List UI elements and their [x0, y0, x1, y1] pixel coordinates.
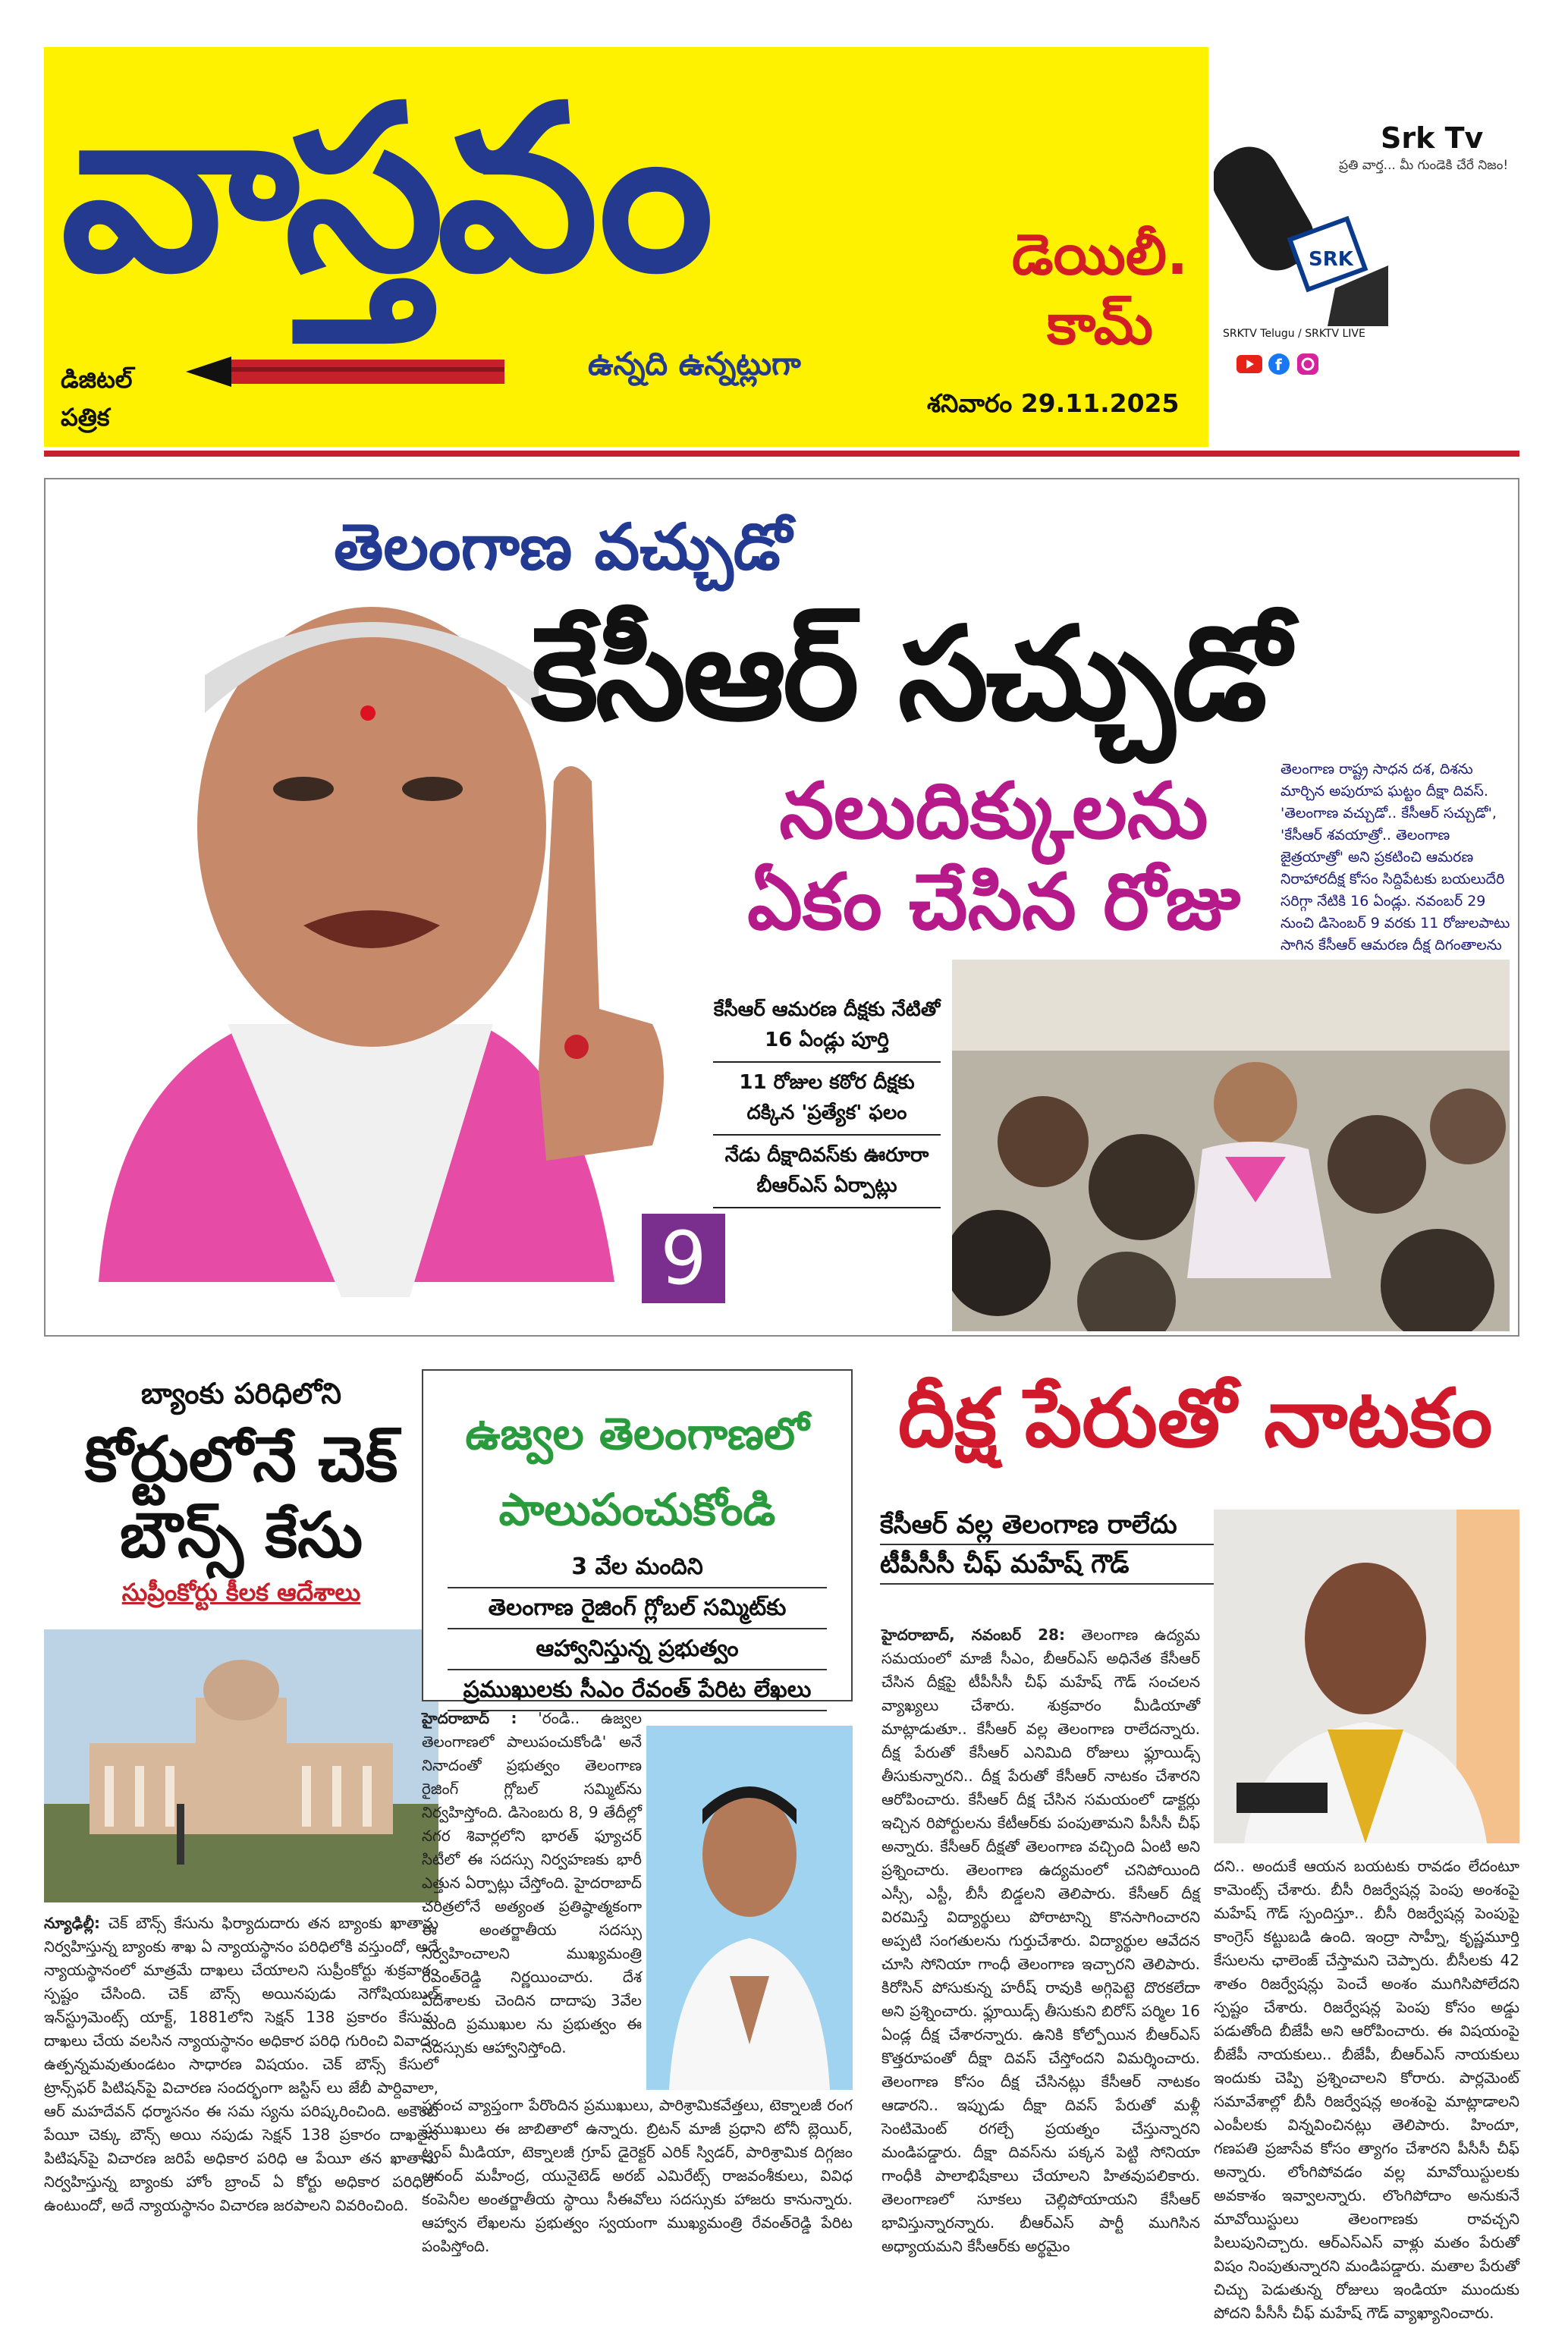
social-icons [1236, 349, 1335, 379]
col3-body-a [881, 1623, 1200, 2258]
col3-subhead-2: టీపీసీసీ చీఫ్ మహేష్ గౌడ్ [880, 1545, 1229, 1585]
col2-body-b: ప్రపంచ వ్యాప్తంగా పేరొందిన ప్రముఖులు, పారిశ్రామికవేత్తలు, టెక్నాలజీ రంగ ప్రముఖులు ఈ జాబితాలో ఉన్నారు. బ్రిటన్ మాజీ ప్రధాని టోనీ బ్లెయిర్, ట్రంప్ మీడియా, టెక్నాలజీ గ్రూప్ డైరెక్టర్ ఎరిక్ స్విడర్, పారిశ్రామిక దిగ్గజం ఆనంద్ మహీంద్ర, యునైటెడ్ అరబ్ ఎమిరేట్స్ రాజవంశీకులు, వివిధ కంపెనీల అంతర్జాతీయ స్థాయి సీఈవోలు సదస్సుకు హాజరు కానున్నారు. ఆహ్వాన లేఖలను ప్రభుత్వం స్వయంగా ముఖ్యమంత్రి రేవంత్‌రెడ్డి పేరిట పంపిస్తోంది. [422, 2096, 853, 2255]
feature-highlights [713, 990, 941, 1208]
col1-subhead: సుప్రీంకోర్టు కీలక ఆదేశాలు [121, 1578, 361, 1607]
col2-headline [425, 1396, 850, 1547]
crowd-photo [952, 960, 1510, 1331]
feature-headline-1: తెలంగాణ వచ్చుడో [334, 510, 792, 584]
srk-handles: SRKTV Telugu / SRKTV LIVE [1223, 328, 1365, 340]
issue-date: శనివారం 29.11.2025 [927, 388, 1180, 418]
col2-headline-a: ఉజ్వల తెలంగాణలో [465, 1408, 809, 1459]
col1-body-text: చెక్ బౌన్స్ కేసును ఫిర్యాదుదారు తన బ్యాంకు ఖాతాను నిర్వహిస్తున్న బ్యాంకు శాఖ ఏ న్యాయస్థానం పరిధిలోకి వస్తుందో, అదే న్యాయస్థానంలో మాత్రమే దాఖలు చేయాలని సుప్రీంకోర్టు శుక్రవారం స్పష్టం చేసింది. చెక్ బౌన్స్ అయినపుడు నెగోషియబుల్ ఇన్‌స్ట్రుమెంట్స్ యాక్ట్, 1881లోని సెక్షన్ 138 ప్రకారం కేసును దాఖలు చేయ వలసిన న్యాయస్థానం అధికార పరిధి గురించి వివాదం ఉత్పన్నమవుతుండటం సాధారణ విషయం. చెక్ బౌన్స్ కేసులో ట్రాన్స్‌ఫర్ పిటిషన్‌పై విచారణ సందర్భంగా జస్టిస్ లు జేబీ పార్దివాలా, ఆర్ మహదేవన్ ధర్మాసనం ఈ సమ స్యను పరిష్కరించింది. అకౌంట్ పేయీ చెక్కు బౌన్స్ అయి నపుడు సెక్షన్ 138 ప్రకారం దాఖలైన పిటిషన్‌పై విచారణ జరిపే అధికార పరిధి ఆ పేయీ తన ఖాతాను నిర్వహిస్తున్న బ్యాంకు హోం బ్రాంచ్ ఏ కోర్టు అధికార పరిధిలో ఉంటుందో, అదే న్యాయస్థానం విచారణ జరపాలని వివరించింది. [44, 1914, 439, 2214]
col2-highlight: 3 వేల మందిని [448, 1547, 827, 1588]
feature-headline-3a: నలుదిక్కులను [779, 766, 1208, 856]
mahesh-goud-photo [1214, 1510, 1519, 1843]
supreme-court-photo [44, 1629, 438, 1902]
col1-headline: కోర్టులోనే చెక్ బౌన్స్ కేసు [84, 1424, 398, 1572]
col2-highlight: తెలంగాణ రైజింగ్ గ్లోబల్ సమ్మిట్‌కు [448, 1588, 827, 1629]
col2-highlight: ప్రముఖులకు సీఎం రేవంత్ పేరిట లేఖలు [448, 1670, 827, 1711]
masthead-rule [44, 451, 1519, 457]
fountain-pen-icon [186, 334, 504, 410]
svg-text:f: f [1275, 356, 1282, 374]
col3-subheads [880, 1506, 1229, 1585]
col2-body-a-text: 'రండి.. ఉజ్వల తెలంగాణలో పాలుపంచుకోండి' అనే నినాదంతో ప్రభుత్వం తెలంగాణ రైజింగ్ గ్లోబల్ సమ్మిట్‌ను నిర్వహిస్తోంది. డిసెంబరు 8, 9 తేదీల్లో నగర శివార్లలోని భారత్ ఫ్యూచర్ సిటీలో ఈ సదస్సు నిర్వహణకు భారీ ఎత్తున ఏర్పాట్లు చేస్తోంది. హైదరాబాద్ చరిత్రలోనే అత్యంత ప్రతిష్ఠాత్మకంగా ఈ అంతర్జాతీయ సదస్సు నిర్వహించాలని ముఖ్యమంత్రి రేవంత్‌రెడ్డి నిర్ణయించారు. దేశ విదేశాలకు చెందిన దాదాపు 3వేల మంది ప్రముఖుల ను ప్రభుత్వం ఈ సదస్సుకు ఆహ్వానిస్తోంది. [422, 1709, 643, 2056]
masthead-dotcom: డెయిలీ. కామ్ [1011, 222, 1189, 357]
col3-subhead-1: కేసీఆర్ వల్ల తెలంగాణ రాలేదు [880, 1506, 1229, 1545]
feature-headline-3 [705, 766, 1282, 948]
feature-highlight: నేడు దీక్షాదివస్‌కు ఊరూరా బీఆర్ఎస్ ఏర్పాట్లు [713, 1136, 941, 1208]
feature-side-text: తెలంగాణ రాష్ట్ర సాధన దశ, దిశను మార్చిన అపురూప ఘట్టం దీక్షా దివస్. 'తెలంగాణ వచ్చుడో.. కేసీఆర్ సచ్చుడో', 'కేసీఆర్ శవయాత్రో.. తెలంగాణ జైత్రయాత్రో' అని ప్రకటించి ఆమరణ నిరాహారదీక్ష కోసం సిద్దిపేటకు బయలుదేరి సరిగ్గా నేటికి 16 ఏండ్లు. నవంబర్ 29 నుంచి డిసెంబర్ 9 వరకు 11 రోజులపాటు సాగిన కేసీఆర్ ఆమరణ దీక్ష దిగంతాలను [1280, 761, 1510, 954]
col2-dateline: హైదరాబాద్ : [422, 1709, 517, 1727]
facebook-icon[interactable] [1268, 353, 1290, 375]
masthead-tagline: ఉన్నది ఉన్నట్లుగా [588, 345, 801, 382]
feature-headline-3b: ఏకం చేసిన రోజు [747, 857, 1240, 947]
feature-highlight: 11 రోజుల కఠోర దీక్షకు దక్కిన 'ప్రత్యేక' ఫలం [713, 1063, 941, 1136]
col2-body-a [422, 1707, 642, 2060]
col2-headline-b: పాలుపంచుకోండి [498, 1484, 776, 1535]
srk-tagline: ప్రతి వార్త... మీ గుండెకి చేరే నిజం! [1339, 158, 1509, 173]
col2-highlights [448, 1547, 827, 1711]
col3-body-b: దని.. అందుకే ఆయన బయటకు రావడం లేదంటూ కామెంట్స్ చేశారు. బీసీ రిజర్వేషన్ల పెంపు అంశంపై మహేష్ గౌడ్ స్పందిస్తూ.. బీసీ రిజర్వేషన్ల పెంపుపై కాంగ్రెస్ కట్టుబడి ఉంది. ఇంద్రా సాహ్నీ, కృష్ణమూర్తి కేసులను ఛాలెంజ్ చేస్తామని చెప్పారు. బీసీలకు 42 శాతం రిజర్వేషన్లు పెంచే అంశం ముగిసిపోలేదని స్పష్టం చేశారు. రిజర్వేషన్ల పెంపు కోసం అడ్డు పడుతోంది బీజేపీ అని ఆరోపించారు. ఈ విషయంపై బీజేపీ నాయకులు.. బీజేపీ, బీఆర్ఎస్ నాయకులు ఇందుకు చెప్పి ప్రశ్నించాలని కోరారు. పార్లమెంట్ సమావేశాల్లో బీసీ రిజర్వేషన్ల అంశంపై మాట్లాడాలని ఎంపీలకు విన్నవించినట్లు తెలిపారు. హిందూ, గణపతి ప్రజాసేవ కోసం త్యాగం చేశారని పీసీసీ చీఫ్ అన్నారు. లోంగిపోవడం వల్ల మావోయిస్టులకు అవకాశం ఇవ్వాలన్నారు. లొంగిపోదాం అనుకునే మావోయిస్టులు తెలంగాణకు రావచ్చని పిలుపునిచ్చారు. ఆర్ఎస్ఎస్ వాళ్లు మతం పేరుతో విషం నింపుతున్నారని మండిపడ్డారు. మతాల పేరుతో చిచ్చు పెడుతున్న రోజులు ఇండియా ముందుకు పోదని పీసీసీ చీఫ్ మహేష్ గౌడ్ వ్యాఖ్యానించారు. [1214, 1857, 1519, 2322]
col1-body [44, 1912, 438, 2217]
masthead-title: వాస్తవం [61, 57, 707, 322]
page-number-badge[interactable]: 9 [642, 1214, 725, 1303]
revanth-photo [646, 1726, 853, 2090]
col1-dateline: న్యూఢిల్లీ: [44, 1914, 101, 1932]
col3-body-a-text: తెలంగాణ ఉద్యమ సమయంలో మాజీ సీఎం, బీఆర్ఎస్ అధినేత కేసీఆర్ చేసిన దీక్షపై టీపీసీసీ చీఫ్ మహేష్ గౌడ్ సంచలన వ్యాఖ్యలు చేశారు. శుక్రవారం మీడియాతో మాట్లాడుతూ.. కేసీఆర్ వల్ల తెలంగాణ రాలేదన్నారు. దీక్ష పేరుతో కేసీఆర్ ఎనిమిది రోజులు ఫ్లూయిడ్స్ తీసుకున్నారని.. దీక్ష పేరుతో కేసీఆర్ నాటకం చేశారని ఆరోపించారు. కేసీఆర్ దీక్ష చేసిన సమయంలో డాక్టర్లు ఇచ్చిన రిపోర్టులను కేటీఆర్‌కు పంపుతామని పీసీసీ చీఫ్ అన్నారు. కేసీఆర్ దీక్షతో తెలంగాణ వచ్చింది ఏంటి అని ప్రశ్నించారు. తెలంగాణ ఉద్యమంలో చనిపోయింది ఎస్సీ, ఎస్టీ, బీసీ బిడ్డలని తెలిపారు. కేసీఆర్ దీక్ష విరమిస్తే విద్యార్థులు పోరాటాన్ని కొనసాగించారని అప్పటి సంగతులను గుర్తుచేశారు. విద్యార్థుల ఆవేదన చూసి సోనియా గాంధీ తెలంగాణ ఇచ్చారని తెలిపారు. కిరోసిన్ పోసుకున్న హరీష్ రావుకి అగ్గిపెట్టె దొరకలేదా అని ప్రశ్నించారు. ఫ్లూయిడ్స్ తీసుకుని బిరోస్ పర్మిల 16 ఏండ్ల దీక్ష చేశారన్నారు. ఉనికి కోల్పోయిన బీఆర్ఎస్ కొత్తరూపంతో దీక్షా దివస్ చేస్తోందని విమర్శించారు. తెలంగాణ కోసం దీక్ష చేసినట్లు కేసీఆర్ నాటకం ఆడారని.. ఇప్పుడు దీక్షా దివస్ పేరుతో మళ్లీ సెంటిమెంట్ రగల్చే ప్రయత్నం చేస్తున్నారని మండిపడ్డారు. దీక్షా దివస్‌ను పక్కన పెట్టి సోనియా గాంధీకి పాలాభిషేకాలు చేయాలని హితవుపలికారు. తెలంగాణలో సూకలు చెల్లిపోయాయని కేసీఆర్ భావిస్తున్నారన్నారు. బీఆర్ఎస్ పార్టీ ముగిసిన అధ్యాయమని కేసీఆర్‌కు అర్థమైం [881, 1626, 1200, 2255]
col3-headline: దీక్ష పేరుతో నాటకం [897, 1371, 1493, 1465]
mic-flag-label: SRK [1309, 248, 1353, 271]
col2-highlight: ఆహ్వానిస్తున్న ప్రభుత్వం [448, 1629, 827, 1670]
digital-edition-label: డిజిటల్ పత్రిక [61, 365, 133, 432]
instagram-icon[interactable] [1297, 353, 1318, 375]
srk-title: Srk Tv [1381, 121, 1484, 155]
youtube-icon[interactable] [1236, 355, 1262, 373]
col1-kicker: బ్యాంకు పరిధిలోని [141, 1377, 341, 1410]
feature-highlight: కేసీఆర్ ఆమరణ దీక్షకు నేటితో 16 ఏండ్లు పూర్తి [713, 990, 941, 1063]
feature-headline-2: కేసీఆర్ సచ్చుడో [531, 599, 1287, 749]
col3-dateline: హైదరాబాద్, నవంబర్ 28: [881, 1626, 1065, 1644]
microphone-icon [1214, 114, 1388, 326]
